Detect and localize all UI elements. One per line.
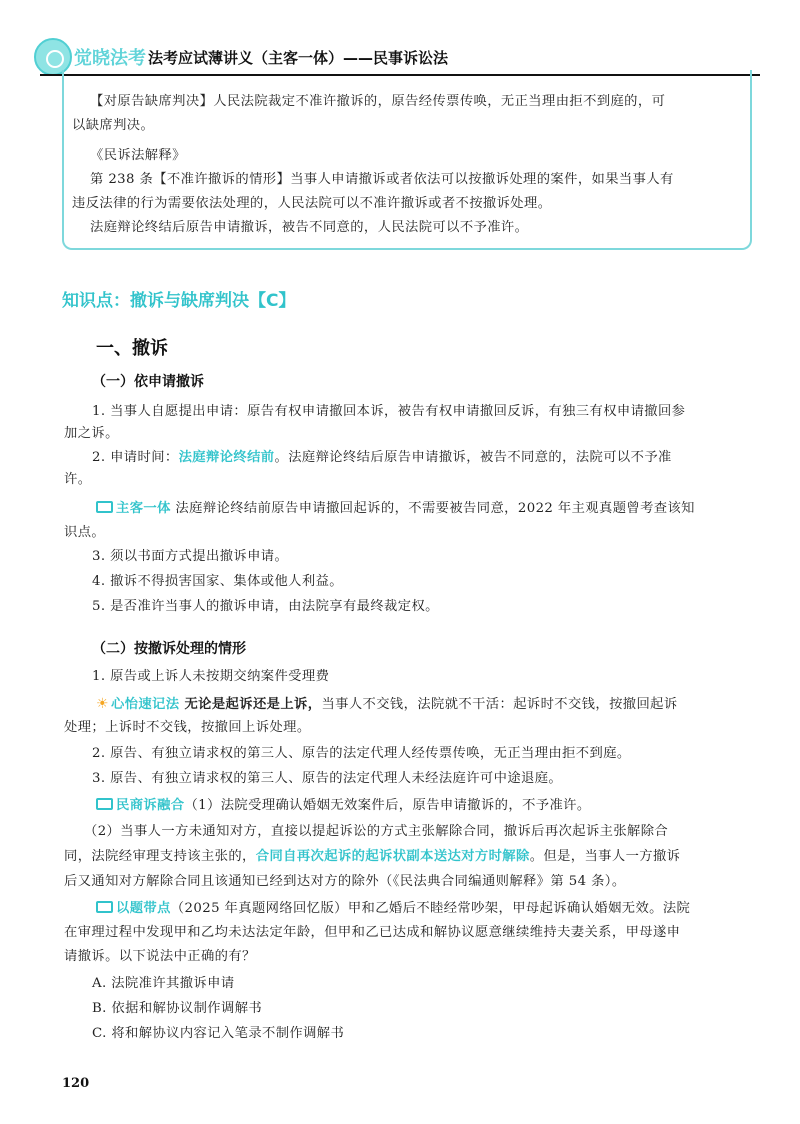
option-c: C. 将和解协议内容记入笔录不制作调解书 — [92, 1026, 345, 1041]
tag-paragraph — [96, 794, 756, 818]
paragraph: 3. 须以书面方式提出撤诉申请。 — [92, 549, 289, 564]
tag-label: 主客一体 — [116, 501, 171, 516]
option-a: A. 法院准许其撤诉申请 — [92, 976, 235, 991]
paragraph: 1. 原告或上诉人未按期交纳案件受理费 — [92, 669, 330, 684]
lightbulb-icon: ☀ — [96, 696, 109, 712]
paragraph: 4. 撤诉不得损害国家、集体或他人利益。 — [92, 574, 343, 589]
text: （2025 年真题网络回忆版）甲和乙婚后不睦经常吵架，甲母起诉确认婚姻无效。法院 — [170, 901, 691, 916]
tag-label: 心怡速记法 — [110, 697, 180, 712]
tag-paragraph — [96, 497, 756, 521]
section-title: 一、撤诉 — [96, 338, 168, 359]
paragraph: 许。 — [64, 472, 92, 487]
text: 2. 申请时间： — [92, 450, 179, 465]
brand-name: 觉晓法考 — [74, 48, 146, 69]
option-b: B. 依据和解协议制作调解书 — [92, 1001, 263, 1016]
text: 当事人不交钱，法院就不干活：起诉时不交钱，按撤回起诉 — [321, 697, 678, 712]
subsection-title: （一）依申请撤诉 — [92, 374, 204, 390]
paragraph — [92, 446, 752, 470]
running-header-title: 法考应试薄讲义（主客一体）——民事诉讼法 — [148, 49, 449, 67]
paragraph: 识点。 — [64, 525, 106, 540]
box-line: 法庭辩论终结后原告申请撤诉，被告不同意的，人民法院可以不予准许。 — [90, 220, 529, 235]
paragraph: 2. 原告、有独立请求权的第三人、原告的法定代理人经传票传唤，无正当理由拒不到庭。 — [92, 746, 631, 761]
paragraph: 1. 当事人自愿提出申请：原告有权申请撤回本诉，被告有权申请撤回反诉，有独三有权申请撤回参 — [92, 404, 686, 419]
page-number: 120 — [62, 1076, 90, 1091]
paragraph — [64, 845, 764, 869]
paragraph: 请撤诉。以下说法中正确的有？ — [64, 949, 256, 964]
box-line: 以缺席判决。 — [72, 118, 155, 133]
tag-paragraph — [96, 897, 766, 921]
logo-face-icon — [46, 50, 64, 68]
bold-text: 无论是起诉还是上诉， — [179, 697, 322, 712]
book-icon — [96, 798, 113, 810]
highlight-text: 法庭辩论终结前 — [178, 450, 275, 465]
paragraph: 处理；上诉时不交钱，按撤回上诉处理。 — [64, 720, 311, 735]
text: 同，法院经审理支持该主张的， — [64, 849, 256, 864]
paragraph: （2）当事人一方未通知对方，直接以提起诉讼的方式主张解除合同，撤诉后再次起诉主张解除合 — [84, 824, 669, 839]
question-book-icon — [96, 901, 113, 913]
law-title: 《民诉法解释》 — [90, 148, 186, 163]
subsection-title: （二）按撤诉处理的情形 — [92, 641, 246, 657]
text: 法庭辩论终结前原告申请撤回起诉的，不需要被告同意，2022 年主观真题曾考查该知 — [170, 501, 695, 516]
tag-label: 以题带点 — [116, 901, 171, 916]
tag-label: 民商诉融合 — [116, 798, 185, 813]
text: （1）法院受理确认婚姻无效案件后，原告申请撤诉的，不予准许。 — [184, 798, 591, 813]
text: 。但是，当事人一方撤诉 — [529, 849, 681, 864]
knowledge-point-title: 知识点：撤诉与缺席判决【C】 — [62, 291, 296, 311]
box-line: 【对原告缺席判决】人民法院裁定不准许撤诉的，原告经传票传唤，无正当理由拒不到庭的，可 — [90, 94, 666, 109]
paragraph: 5. 是否准许当事人的撤诉申请，由法院享有最终裁定权。 — [92, 599, 439, 614]
box-line: 第 238 条【不准许撤诉的情形】当事人申请撤诉或者依法可以按撤诉处理的案件，如果当事人有 — [90, 172, 674, 187]
paragraph: 3. 原告、有独立请求权的第三人、原告的法定代理人未经法庭许可中途退庭。 — [92, 771, 563, 786]
tag-paragraph — [96, 692, 766, 717]
book-icon — [96, 501, 113, 513]
paragraph: 后又通知对方解除合同且该通知已经到达对方的除外（《民法典合同编通则解释》第 54 条）。 — [64, 874, 626, 889]
box-line: 违反法律的行为需要依法处理的，人民法院可以不准许撤诉或者不按撤诉处理。 — [72, 196, 552, 211]
text: 。法庭辩论终结后原告申请撤诉，被告不同意的，法院可以不予准 — [274, 450, 672, 465]
paragraph: 在审理过程中发现甲和乙均未达法定年龄，但甲和乙已达成和解协议愿意继续维持夫妻关系，甲母遂申 — [64, 925, 681, 940]
highlight-text: 合同自再次起诉的起诉状副本送达对方时解除 — [255, 849, 530, 864]
paragraph: 加之诉。 — [64, 426, 119, 441]
